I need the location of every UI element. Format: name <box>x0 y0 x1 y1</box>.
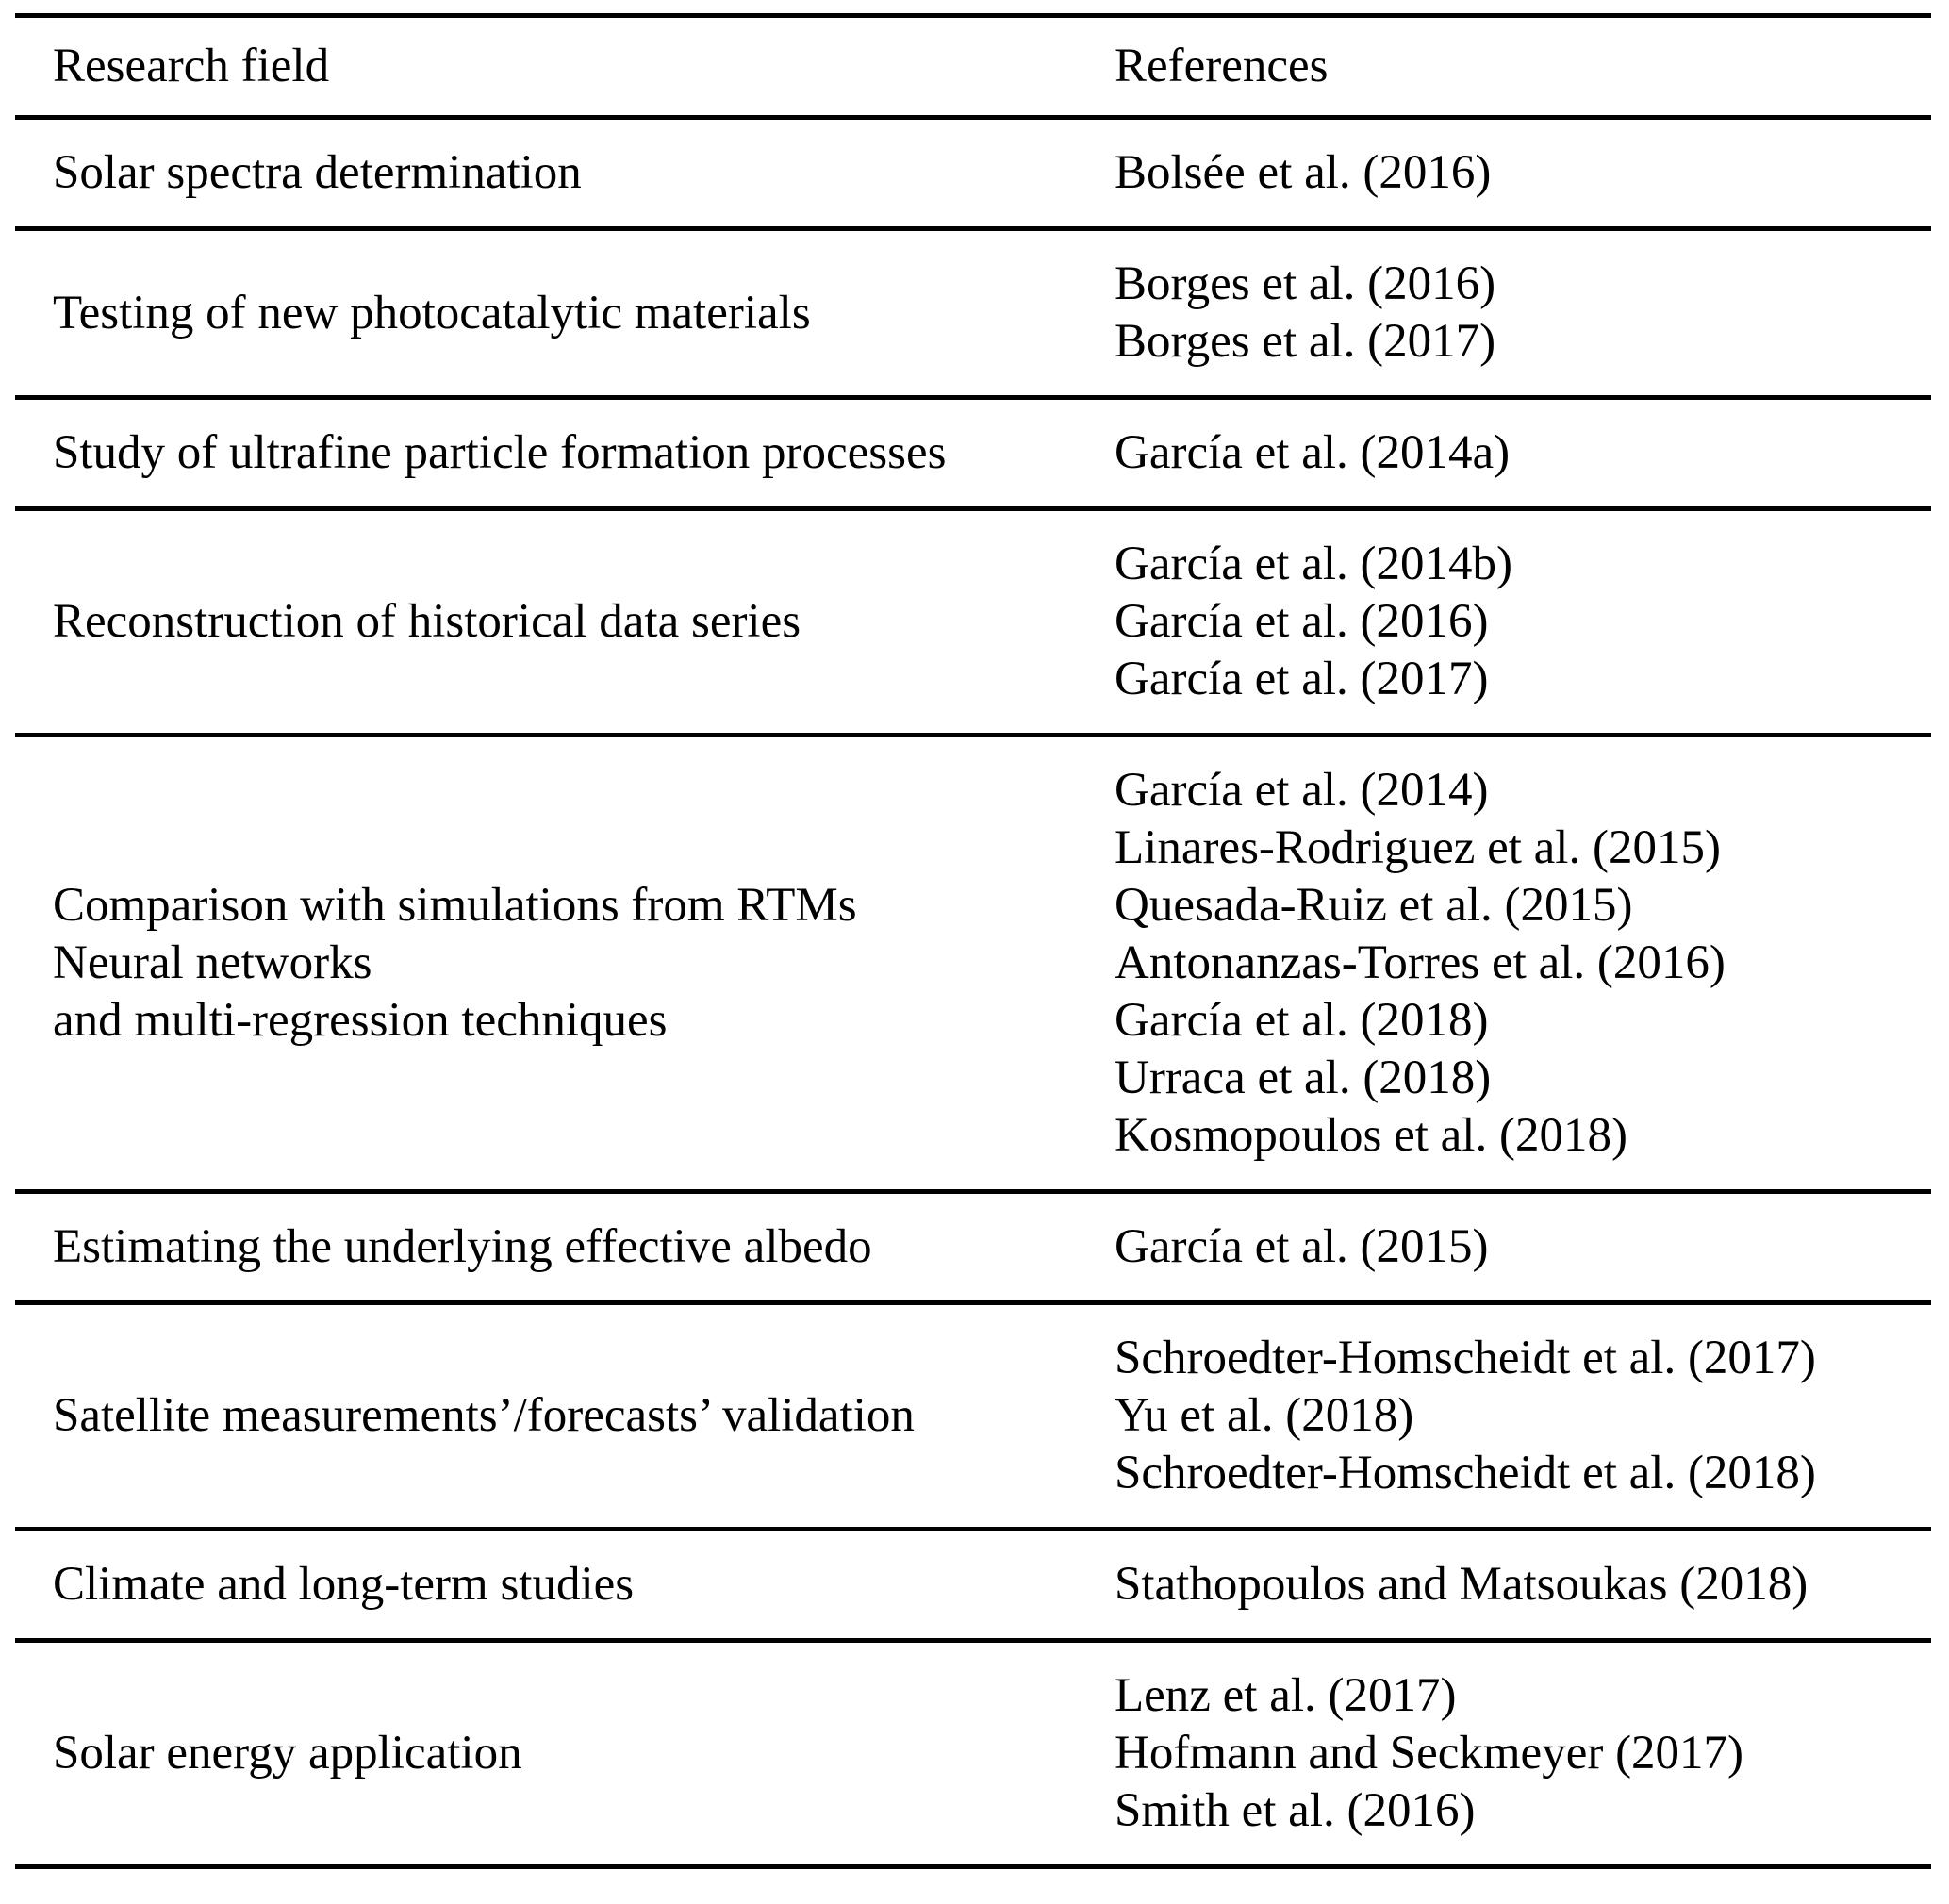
reference-entry: Yu et al. (2018) <box>1115 1389 1414 1442</box>
cell-research-field <box>15 229 1115 398</box>
research-field-line: Solar energy application <box>53 1727 522 1780</box>
reference-entry: Linares-Rodriguez et al. (2015) <box>1115 821 1721 874</box>
cell-research-field <box>15 1530 1115 1641</box>
reference-entry: Lenz et al. (2017) <box>1115 1669 1457 1722</box>
reference-entry: Bolsée et al. (2016) <box>1115 146 1492 199</box>
cell-references <box>1115 398 1931 509</box>
research-field-lines <box>15 424 1099 482</box>
research-field-lines <box>15 1387 1099 1445</box>
cell-references <box>1115 229 1931 398</box>
research-field-line: Testing of new photocatalytic materials <box>53 286 811 339</box>
cell-references <box>1115 1303 1931 1530</box>
research-field-line: Estimating the underlying effective albedo <box>53 1220 872 1273</box>
column-header-references <box>1115 16 1931 118</box>
reference-lines <box>1115 1218 1931 1276</box>
cell-research-field <box>15 1303 1115 1530</box>
research-field-lines <box>15 1218 1099 1276</box>
research-field-line: Climate and long-term studies <box>53 1558 635 1611</box>
table-row <box>15 1530 1931 1641</box>
research-field-lines <box>15 1556 1099 1614</box>
reference-entry: Smith et al. (2016) <box>1115 1784 1476 1837</box>
research-field-lines <box>15 144 1099 202</box>
cell-references <box>1115 736 1931 1192</box>
reference-entry: Borges et al. (2016) <box>1115 257 1496 310</box>
table-body <box>15 118 1931 1867</box>
table-bottom-rule <box>15 1867 1931 1870</box>
reference-entry: Schroedter-Homscheidt et al. (2017) <box>1115 1332 1816 1384</box>
research-field-lines <box>15 1725 1099 1782</box>
reference-lines <box>1115 1330 1931 1502</box>
research-field-line: Satellite measurements’/forecasts’ validation <box>53 1389 915 1442</box>
reference-entry: Urraca et al. (2018) <box>1115 1051 1492 1104</box>
reference-entry: Borges et al. (2017) <box>1115 315 1496 368</box>
research-references-table <box>15 13 1931 1869</box>
research-field-lines <box>15 877 1099 1050</box>
cell-references <box>1115 1530 1931 1641</box>
table-row <box>15 1641 1931 1867</box>
reference-entry: García et al. (2014b) <box>1115 538 1512 590</box>
table-row <box>15 118 1931 229</box>
cell-research-field <box>15 398 1115 509</box>
table-row <box>15 736 1931 1192</box>
research-field-line: Comparison with simulations from RTMs <box>53 879 857 932</box>
research-field-line: and multi-regression techniques <box>53 994 668 1047</box>
reference-lines <box>1115 256 1931 371</box>
reference-entry: Quesada-Ruiz et al. (2015) <box>1115 879 1633 932</box>
reference-entry: Schroedter-Homscheidt et al. (2018) <box>1115 1447 1816 1499</box>
research-field-lines <box>15 285 1099 342</box>
table-row <box>15 1303 1931 1530</box>
cell-research-field <box>15 1641 1115 1867</box>
table-row <box>15 509 1931 736</box>
cell-research-field <box>15 736 1115 1192</box>
reference-entry: García et al. (2016) <box>1115 595 1489 648</box>
reference-lines <box>1115 762 1931 1165</box>
cell-research-field <box>15 118 1115 229</box>
column-header-research-field-label: Research field <box>53 40 330 92</box>
cell-research-field <box>15 1192 1115 1303</box>
research-field-line: Reconstruction of historical data series <box>53 595 801 648</box>
bottom-rule-cell-left <box>15 1867 1115 1870</box>
research-field-line: Neural networks <box>53 936 372 989</box>
table-row <box>15 1192 1931 1303</box>
reference-entry: Kosmopoulos et al. (2018) <box>1115 1109 1627 1162</box>
reference-entry: García et al. (2017) <box>1115 653 1489 705</box>
reference-lines <box>1115 1667 1931 1840</box>
reference-entry: Antonanzas-Torres et al. (2016) <box>1115 936 1726 989</box>
reference-entry: Hofmann and Seckmeyer (2017) <box>1115 1727 1744 1780</box>
reference-entry: García et al. (2014a) <box>1115 426 1511 479</box>
reference-lines <box>1115 144 1931 202</box>
reference-entry: Stathopoulos and Matsoukas (2018) <box>1115 1558 1809 1611</box>
reference-entry: García et al. (2015) <box>1115 1220 1489 1273</box>
table-row <box>15 229 1931 398</box>
column-header-research-field <box>15 16 1115 118</box>
reference-lines <box>1115 536 1931 708</box>
reference-lines <box>1115 424 1931 482</box>
research-field-lines <box>15 593 1099 651</box>
table-footer <box>15 1867 1931 1870</box>
table-header <box>15 16 1931 118</box>
bottom-rule-cell-right <box>1115 1867 1931 1870</box>
table-header-row <box>15 16 1931 118</box>
reference-lines <box>1115 1556 1931 1614</box>
cell-references <box>1115 118 1931 229</box>
cell-references <box>1115 1641 1931 1867</box>
column-header-references-label: References <box>1115 40 1329 92</box>
reference-entry: García et al. (2014) <box>1115 764 1489 817</box>
research-field-line: Solar spectra determination <box>53 146 582 199</box>
cell-references <box>1115 509 1931 736</box>
table-row <box>15 398 1931 509</box>
cell-references <box>1115 1192 1931 1303</box>
reference-entry: García et al. (2018) <box>1115 994 1489 1047</box>
research-field-line: Study of ultrafine particle formation processes <box>53 426 947 479</box>
cell-research-field <box>15 509 1115 736</box>
